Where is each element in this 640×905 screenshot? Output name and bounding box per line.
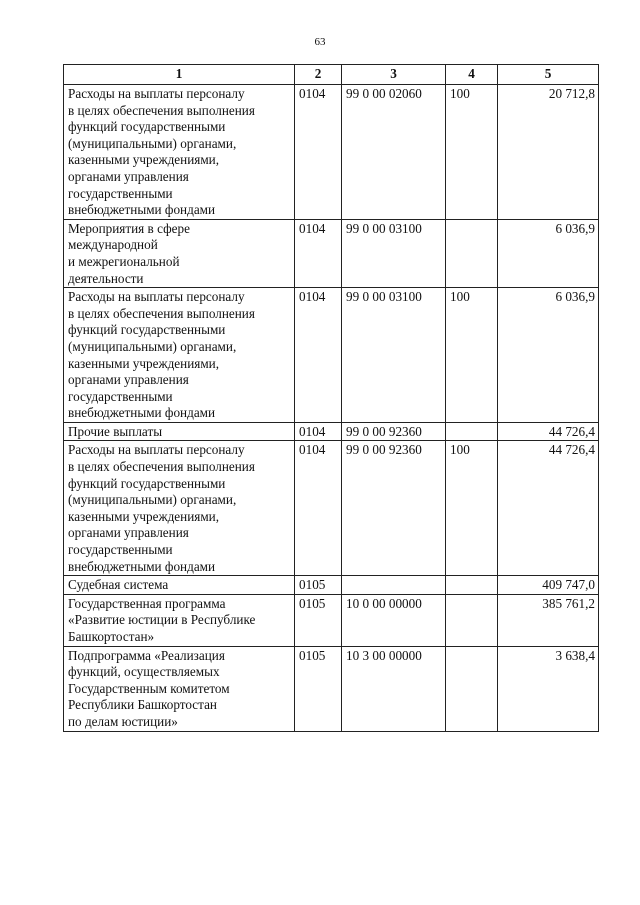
row-article-code: 99 0 00 92360 [342,422,446,441]
row-expense-type-code [446,646,498,731]
row-name: Мероприятия в сфере международной и межрегиональной деятельности [64,219,295,287]
table-row [64,288,599,423]
row-article-code: 99 0 00 92360 [342,441,446,576]
row-amount: 409 747,0 [498,576,599,595]
row-article-code: 10 3 00 00000 [342,646,446,731]
header-col-3: 3 [342,65,446,85]
table-header-row [64,65,599,85]
row-name: Прочие выплаты [64,422,295,441]
row-section-code: 0104 [295,85,342,220]
row-section-code: 0104 [295,219,342,287]
row-amount: 20 712,8 [498,85,599,220]
row-article-code: 99 0 00 02060 [342,85,446,220]
table-row [64,85,599,220]
row-expense-type-code [446,219,498,287]
row-article-code: 10 0 00 00000 [342,594,446,646]
table-row [64,441,599,576]
row-amount: 3 638,4 [498,646,599,731]
row-section-code: 0105 [295,646,342,731]
header-col-5: 5 [498,65,599,85]
row-expense-type-code: 100 [446,288,498,423]
row-article-code [342,576,446,595]
row-amount: 385 761,2 [498,594,599,646]
budget-table [63,64,599,732]
row-name: Государственная программа «Развитие юстиции в Республике Башкортостан» [64,594,295,646]
row-name: Подпрограмма «Реализация функций, осуществляемых Государственным комитетом Республики Башкортостан по делам юстиции» [64,646,295,731]
table-row [64,646,599,731]
table-row [64,422,599,441]
row-section-code: 0104 [295,441,342,576]
row-expense-type-code: 100 [446,85,498,220]
row-expense-type-code [446,422,498,441]
header-col-4: 4 [446,65,498,85]
row-name: Судебная система [64,576,295,595]
header-col-1: 1 [64,65,295,85]
row-amount: 44 726,4 [498,441,599,576]
row-expense-type-code: 100 [446,441,498,576]
row-article-code: 99 0 00 03100 [342,219,446,287]
row-section-code: 0105 [295,594,342,646]
table-row [64,594,599,646]
header-col-2: 2 [295,65,342,85]
row-expense-type-code [446,576,498,595]
table-row [64,219,599,287]
page-number: 63 [314,36,326,48]
row-name: Расходы на выплаты персоналу в целях обеспечения выполнения функций государственными (муниципальными) органами, казенными учреждениями, органами управления государственными внебюджетными фондами [64,288,295,423]
row-expense-type-code [446,594,498,646]
row-amount: 6 036,9 [498,219,599,287]
row-amount: 44 726,4 [498,422,599,441]
row-section-code: 0104 [295,422,342,441]
row-name: Расходы на выплаты персоналу в целях обеспечения выполнения функций государственными (муниципальными) органами, казенными учреждениями, органами управления государственными внебюджетными фондами [64,85,295,220]
row-section-code: 0105 [295,576,342,595]
row-article-code: 99 0 00 03100 [342,288,446,423]
table-row [64,576,599,595]
row-section-code: 0104 [295,288,342,423]
row-name: Расходы на выплаты персоналу в целях обеспечения выполнения функций государственными (муниципальными) органами, казенными учреждениями, органами управления государственными внебюджетными фондами [64,441,295,576]
row-amount: 6 036,9 [498,288,599,423]
